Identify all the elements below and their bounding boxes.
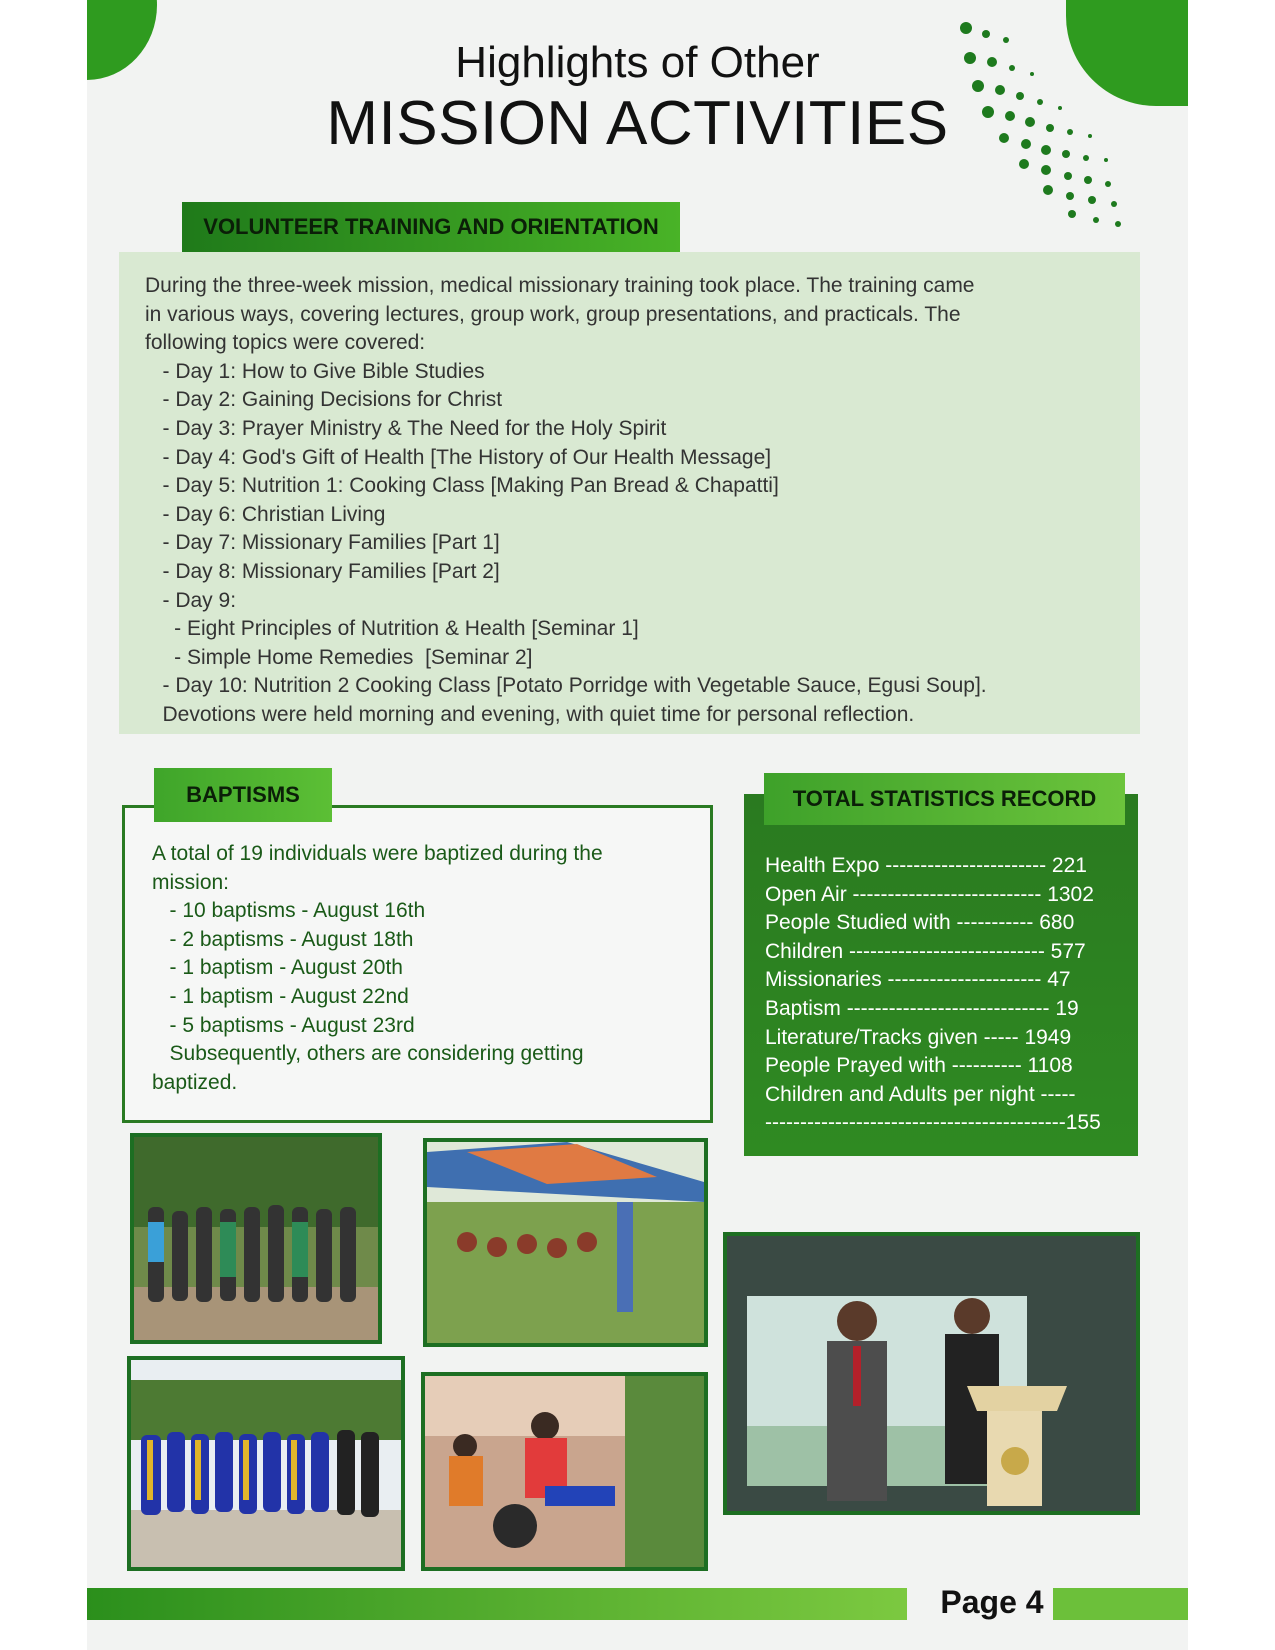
- list-item: - 10 baptisms - August 16th: [152, 899, 426, 923]
- tent-gathering-photo: [423, 1138, 708, 1347]
- statistics-section-heading: TOTAL STATISTICS RECORD: [764, 773, 1125, 825]
- baptisms-section-heading: BAPTISMS: [154, 768, 332, 822]
- list-item: - Day 8: Missionary Families [Part 2]: [145, 559, 500, 583]
- list-item: - Day 3: Prayer Ministry & The Need for the Holy Spirit: [145, 416, 667, 440]
- list-item: - Day 4: God's Gift of Health [The History of Our Health Message]: [145, 445, 772, 469]
- text-line: Subsequently, others are considering getting: [152, 1042, 584, 1066]
- baptisms-section-text: [152, 840, 692, 1097]
- text-line: baptized.: [152, 1070, 238, 1094]
- cooking-class-photo: [421, 1372, 708, 1571]
- list-item: - Day 7: Missionary Families [Part 1]: [145, 531, 500, 555]
- list-item: - Day 6: Christian Living: [145, 502, 386, 526]
- list-item: - Day 1: How to Give Bible Studies: [145, 359, 485, 383]
- baptism-robes-group-photo: [127, 1356, 405, 1571]
- stat-row: Literature/Tracks given ----- 1949: [765, 1025, 1072, 1049]
- text-line: A total of 19 individuals were baptized during the: [152, 842, 603, 865]
- statistics-section-text: [765, 852, 1125, 1138]
- page-title: MISSION ACTIVITIES: [326, 89, 949, 158]
- list-item: - Day 5: Nutrition 1: Cooking Class [Making Pan Bread & Chapatti]: [145, 474, 779, 498]
- text-line: During the three-week mission, medical missionary training took place. The training came: [145, 274, 975, 297]
- footer-bar-right: [1053, 1588, 1188, 1620]
- volunteer-section-heading: VOLUNTEER TRAINING AND ORIENTATION: [182, 202, 680, 252]
- stat-row: Missionaries ---------------------- 47: [765, 968, 1071, 992]
- page: [87, 0, 1188, 1650]
- list-item: - 1 baptism - August 20th: [152, 956, 403, 980]
- text-line: following topics were covered:: [145, 331, 426, 355]
- stat-row: Baptism ----------------------------- 19: [765, 996, 1079, 1020]
- list-item: - 5 baptisms - August 23rd: [152, 1013, 415, 1037]
- stat-row: People Prayed with ---------- 1108: [765, 1054, 1073, 1078]
- stat-row: People Studied with ----------- 680: [765, 911, 1075, 935]
- stat-row: Health Expo ----------------------- 221: [765, 854, 1087, 877]
- text-line: in various ways, covering lectures, group work, group presentations, and practicals. The: [145, 302, 961, 326]
- stat-row: Children ---------------------------- 577: [765, 939, 1086, 963]
- list-item: - Eight Principles of Nutrition & Health [Seminar 1]: [145, 617, 639, 641]
- group-photo-outdoors: [130, 1133, 382, 1344]
- list-item: - 1 baptism - August 22nd: [152, 984, 409, 1008]
- volunteer-section-text: [145, 272, 1125, 730]
- page-number: Page 4: [940, 1584, 1044, 1620]
- stat-row: Open Air --------------------------- 1302: [765, 882, 1094, 906]
- page-subtitle: Highlights of Other: [455, 38, 820, 87]
- speakers-at-podium-photo: [723, 1232, 1140, 1515]
- text-line: mission:: [152, 870, 230, 894]
- list-item: - Simple Home Remedies [Seminar 2]: [145, 645, 533, 669]
- text-line: Devotions were held morning and evening, with quiet time for personal reflection.: [145, 702, 915, 726]
- list-item: - Day 2: Gaining Decisions for Christ: [145, 388, 503, 412]
- list-item: - Day 9:: [145, 588, 237, 612]
- footer-bar-left: [87, 1588, 907, 1620]
- list-item: - 2 baptisms - August 18th: [152, 927, 414, 951]
- stat-row: Children and Adults per night -----: [765, 1082, 1076, 1106]
- list-item: - Day 10: Nutrition 2 Cooking Class [Potato Porridge with Vegetable Sauce, Egusi Soup].: [145, 674, 987, 698]
- stat-row: -------------------------------------------155: [765, 1111, 1101, 1135]
